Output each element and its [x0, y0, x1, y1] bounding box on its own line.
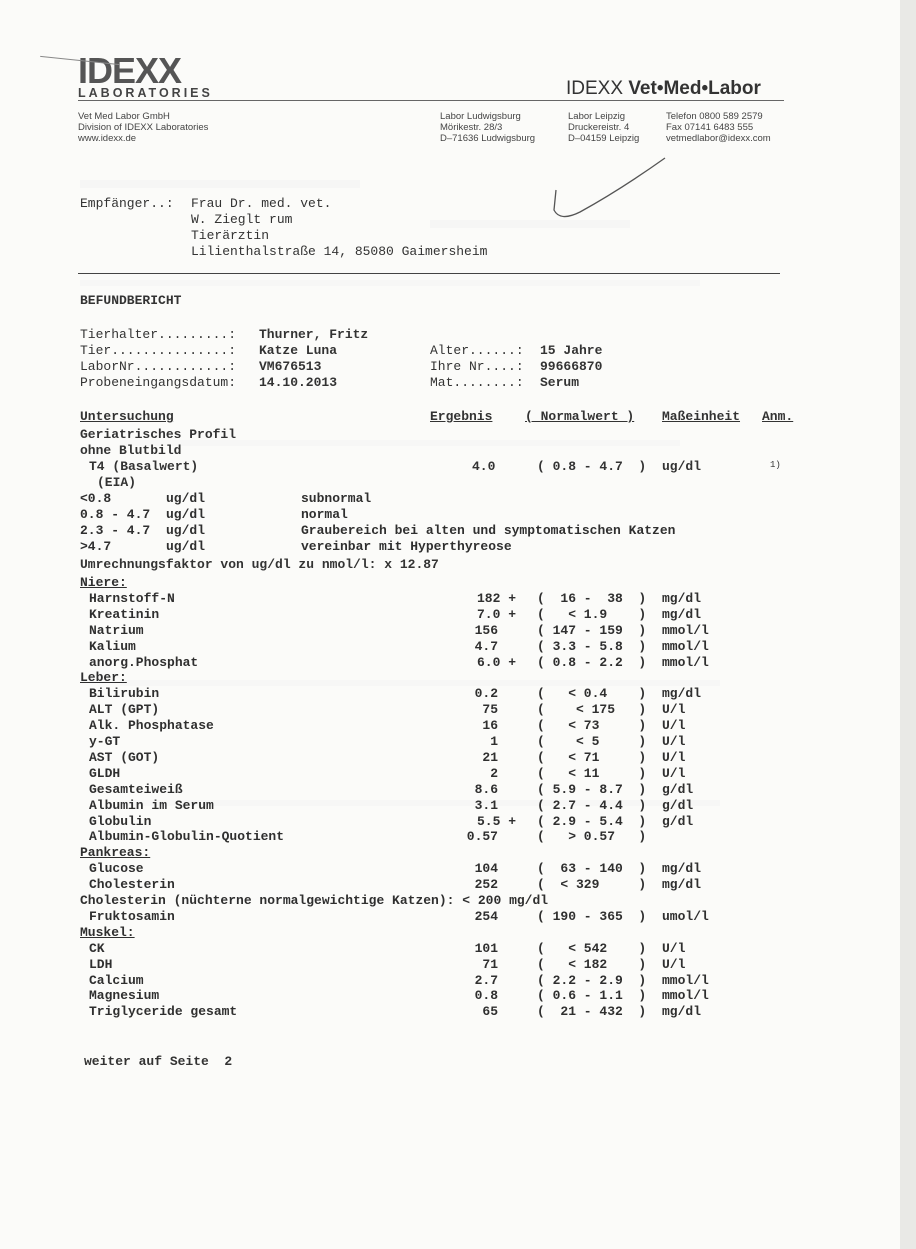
row-result: 0.8: [474, 988, 498, 1004]
row-normal: ( < 182 ): [537, 956, 647, 972]
row-unit: mmol/l: [662, 638, 709, 654]
col-normal: ( Normalwert ): [525, 409, 635, 424]
row-unit: mmol/l: [662, 988, 709, 1004]
row-unit: mmol/l: [662, 972, 709, 988]
t4-name: T4 (Basalwert): [89, 459, 199, 474]
row-result: 71: [482, 956, 498, 972]
row-name: Bilirubin: [89, 686, 160, 702]
col-unit: Maßeinheit: [662, 409, 741, 424]
row-result: 6.0 +: [476, 654, 516, 670]
row-result: 21: [482, 749, 498, 765]
interp-range: 0.8 - 4.7: [80, 507, 151, 522]
yournr-label: Ihre Nr....:: [430, 359, 524, 374]
interp-row: [0, 491, 900, 507]
row-normal: ( 63 - 140 ): [537, 861, 647, 877]
row-result: 75: [482, 702, 498, 718]
lab-ludwigsburg: [440, 111, 535, 144]
row-result: 3.1: [474, 797, 498, 813]
interp-text: vereinbar mit Hyperthyreose: [301, 539, 512, 554]
t4-method: (EIA): [97, 475, 137, 490]
age-label: Alter......:: [430, 343, 524, 358]
contact-email: vetmedlabor@idexx.com: [666, 133, 771, 144]
row-name: Natrium: [89, 622, 144, 638]
row-name: Gesamteiweiß: [89, 781, 183, 797]
row-unit: mg/dl: [662, 606, 702, 622]
row-normal: ( < 73 ): [537, 718, 647, 734]
row-unit: U/l: [662, 765, 686, 781]
row-normal: ( 0.8 - 2.2 ): [537, 654, 647, 670]
material-label: Mat........:: [430, 375, 524, 390]
table-row: [0, 973, 900, 989]
idexx-logo: [78, 50, 213, 100]
table-row: [0, 750, 900, 766]
lab-leipzig-city: D–04159 Leipzig: [568, 133, 640, 144]
profile-line-1: Geriatrisches Profil: [80, 427, 237, 442]
t4-unit: ug/dl: [662, 459, 702, 474]
interp-text: normal: [301, 507, 348, 522]
recipient-line-4: Lilienthalstraße 14, 85080 Gaimersheim: [191, 244, 488, 259]
owner-label: Tierhalter.........:: [80, 327, 237, 342]
contact-fax: Fax 07141 6483 555: [666, 122, 754, 133]
row-normal: ( 3.3 - 5.8 ): [537, 638, 647, 654]
col-test: Untersuchung: [80, 409, 174, 424]
table-row: [0, 829, 900, 845]
row-normal: ( 16 - 38 ): [537, 590, 647, 606]
row-unit: U/l: [662, 702, 686, 718]
animal-value: Katze Luna: [259, 343, 338, 358]
section-title: Niere:: [80, 575, 127, 590]
row-normal: ( < 11 ): [537, 765, 647, 781]
table-row: [0, 877, 900, 893]
date-value: 14.10.2013: [259, 375, 338, 390]
row-normal: ( < 542 ): [537, 940, 647, 956]
row-name: ALT (GPT): [89, 702, 160, 718]
row-normal: ( > 0.57 ): [537, 829, 647, 845]
lab-leipzig: [568, 111, 639, 144]
lab-ludwigsburg-name: Labor Ludwigsburg: [440, 111, 521, 122]
row-name: Globulin: [89, 813, 152, 829]
section-title: Leber:: [80, 670, 127, 686]
interp-unit: ug/dl: [166, 523, 206, 538]
row-unit: g/dl: [662, 781, 694, 797]
row-name: Triglyceride gesamt: [89, 1004, 238, 1020]
table-row: [0, 623, 900, 639]
row-result: 16: [482, 718, 498, 734]
row-result: 156: [474, 622, 498, 638]
row-name: GLDH: [89, 765, 121, 781]
date-label: Probeneingangsdatum:: [80, 375, 237, 390]
interp-range: >4.7: [80, 539, 112, 554]
row-unit: mg/dl: [662, 590, 702, 606]
row-normal: ( < 1.9 ): [537, 606, 647, 622]
row-result: 252: [474, 877, 498, 893]
row-result: 254: [474, 908, 498, 924]
row-unit: mg/dl: [662, 1004, 702, 1020]
row-normal: ( < 71 ): [537, 749, 647, 765]
row-result: 182 +: [476, 590, 516, 606]
row-unit: U/l: [662, 749, 686, 765]
row-unit: umol/l: [662, 908, 709, 924]
row-unit: U/l: [662, 718, 686, 734]
animal-label: Tier...............:: [80, 343, 237, 358]
row-result: 8.6: [474, 781, 498, 797]
recipient-line-2: W. Zieglt rum: [191, 212, 293, 227]
labnr-label: LaborNr............:: [80, 359, 237, 374]
table-row: [0, 861, 900, 877]
report-title: BEFUNDBERICHT: [80, 293, 182, 308]
interp-row: [0, 507, 900, 523]
lab-leipzig-name: Labor Leipzig: [568, 111, 626, 122]
table-row: [0, 814, 900, 830]
pen-mark: [540, 150, 670, 225]
company-name: Vet Med Labor GmbH: [78, 111, 170, 122]
row-name: anorg.Phosphat: [89, 654, 199, 670]
table-row: [0, 1004, 900, 1020]
table-row: [0, 639, 900, 655]
row-normal: ( 147 - 159 ): [537, 622, 647, 638]
row-unit: U/l: [662, 940, 686, 956]
interp-unit: ug/dl: [166, 507, 206, 522]
row-name: Cholesterin: [89, 877, 175, 893]
row-unit: mmol/l: [662, 622, 709, 638]
table-row: [0, 686, 900, 702]
recipient-line-3: Tierärztin: [191, 228, 270, 243]
row-name: Harnstoff-N: [89, 590, 175, 606]
t4-note: 1): [770, 460, 781, 470]
interp-text: subnormal: [301, 491, 372, 506]
row-result: 7.0 +: [476, 606, 516, 622]
recipient-label: Empfänger..:: [80, 196, 174, 211]
table-row: [0, 591, 900, 607]
interp-row: [0, 523, 900, 539]
row-normal: ( < 329 ): [537, 877, 647, 893]
profile-line-2: ohne Blutbild: [80, 443, 182, 458]
company-division: Division of IDEXX Laboratories: [78, 122, 209, 133]
row-normal: ( 0.6 - 1.1 ): [537, 988, 647, 1004]
row-normal: ( 5.9 - 8.7 ): [537, 781, 647, 797]
row-result: 2: [490, 765, 498, 781]
row-unit: U/l: [662, 734, 686, 749]
contact-info: [666, 111, 771, 144]
row-unit: mg/dl: [662, 686, 702, 702]
lab-ludwigsburg-street: Mörikestr. 28/3: [440, 122, 503, 133]
brand-title: [566, 78, 761, 100]
row-name: Albumin-Globulin-Quotient: [89, 829, 285, 845]
company-address: [78, 111, 208, 144]
row-unit: g/dl: [662, 813, 694, 829]
row-unit: mg/dl: [662, 861, 702, 877]
row-normal: ( 21 - 432 ): [537, 1004, 647, 1020]
table-row: [0, 607, 900, 623]
table-row: [0, 718, 900, 734]
brand-prefix: IDEXX: [566, 78, 624, 99]
interp-range: 2.3 - 4.7: [80, 523, 151, 538]
table-row: [0, 655, 900, 671]
row-unit: U/l: [662, 956, 686, 972]
table-row: [0, 782, 900, 798]
row-name: Calcium: [89, 972, 144, 988]
row-result: 4.7: [474, 638, 498, 654]
row-name: Albumin im Serum: [89, 797, 214, 813]
table-row: [0, 957, 900, 973]
page-edge: [900, 0, 916, 1249]
row-name: Fruktosamin: [89, 908, 175, 924]
section-title: Pankreas:: [80, 845, 151, 861]
row-unit: mmol/l: [662, 654, 709, 670]
row-normal: ( 190 - 365 ): [537, 908, 647, 924]
lab-leipzig-street: Druckereistr. 4: [568, 122, 630, 133]
t4-result: 4.0: [472, 459, 496, 474]
row-normal: ( 2.2 - 2.9 ): [537, 972, 647, 988]
row-name: Kalium: [89, 638, 136, 654]
row-name: Alk. Phosphatase: [89, 718, 214, 734]
yournr-value: 99666870: [540, 359, 603, 374]
row-result: 0.57: [466, 829, 498, 845]
row-normal: ( 2.9 - 5.4 ): [537, 813, 647, 829]
section-note: Cholesterin (nüchterne normalgewichtige Katzen): < 200 mg/dl: [80, 893, 549, 908]
labnr-value: VM676513: [259, 359, 322, 374]
section-title: Muskel:: [80, 924, 135, 940]
row-name: Glucose: [89, 861, 144, 877]
continued-note: weiter auf Seite 2: [84, 1054, 233, 1069]
t4-normal: ( 0.8 - 4.7 ): [537, 459, 647, 474]
row-result: 5.5 +: [476, 813, 516, 829]
recipient-line-1: Frau Dr. med. vet.: [191, 196, 332, 211]
row-normal: ( < 175 ): [537, 702, 647, 718]
table-row: [0, 988, 900, 1004]
row-result: 1: [490, 734, 498, 749]
col-result: Ergebnis: [430, 409, 493, 424]
row-unit: mg/dl: [662, 877, 702, 893]
row-name: LDH: [89, 956, 113, 972]
contact-phone: Telefon 0800 589 2579: [666, 111, 763, 122]
interp-range: <0.8: [80, 491, 112, 506]
row-normal: ( < 0.4 ): [537, 686, 647, 702]
table-row: [0, 766, 900, 782]
owner-value: Thurner, Fritz: [259, 327, 369, 342]
row-result: 104: [474, 861, 498, 877]
interp-unit: ug/dl: [166, 539, 206, 554]
brand-name: Vet•Med•Labor: [628, 78, 761, 99]
header-rule: [78, 100, 784, 101]
conversion-note: Umrechnungsfaktor von ug/dl zu nmol/l: x 12.87: [80, 557, 439, 572]
row-name: AST (GOT): [89, 749, 160, 765]
logo-word: IDEXX: [78, 50, 182, 91]
row-unit: g/dl: [662, 797, 694, 813]
table-row: [0, 734, 900, 750]
row-result: 65: [482, 1004, 498, 1020]
table-row: [0, 941, 900, 957]
row-name: y-GT: [89, 734, 121, 749]
row-result: 2.7: [474, 972, 498, 988]
table-row: [0, 702, 900, 718]
interp-row: [0, 539, 900, 555]
row-name: Magnesium: [89, 988, 160, 1004]
row-normal: ( 2.7 - 4.4 ): [537, 797, 647, 813]
company-web: www.idexx.de: [78, 133, 137, 144]
col-note: Anm.: [762, 409, 794, 424]
recipient-rule: [78, 273, 780, 274]
interp-text: Graubereich bei alten und symptomatischen Katzen: [301, 523, 676, 538]
row-name: Kreatinin: [89, 606, 160, 622]
row-name: CK: [89, 940, 105, 956]
row-result: 101: [474, 940, 498, 956]
interp-unit: ug/dl: [166, 491, 206, 506]
row-normal: ( < 5 ): [537, 734, 647, 749]
table-row: [0, 909, 900, 925]
row-result: 0.2: [474, 686, 498, 702]
lab-ludwigsburg-city: D–71636 Ludwigsburg: [440, 133, 536, 144]
table-row: [0, 798, 900, 814]
age-value: 15 Jahre: [540, 343, 603, 358]
material-value: Serum: [540, 375, 580, 390]
logo-subtitle: LABORATORIES: [78, 86, 213, 100]
